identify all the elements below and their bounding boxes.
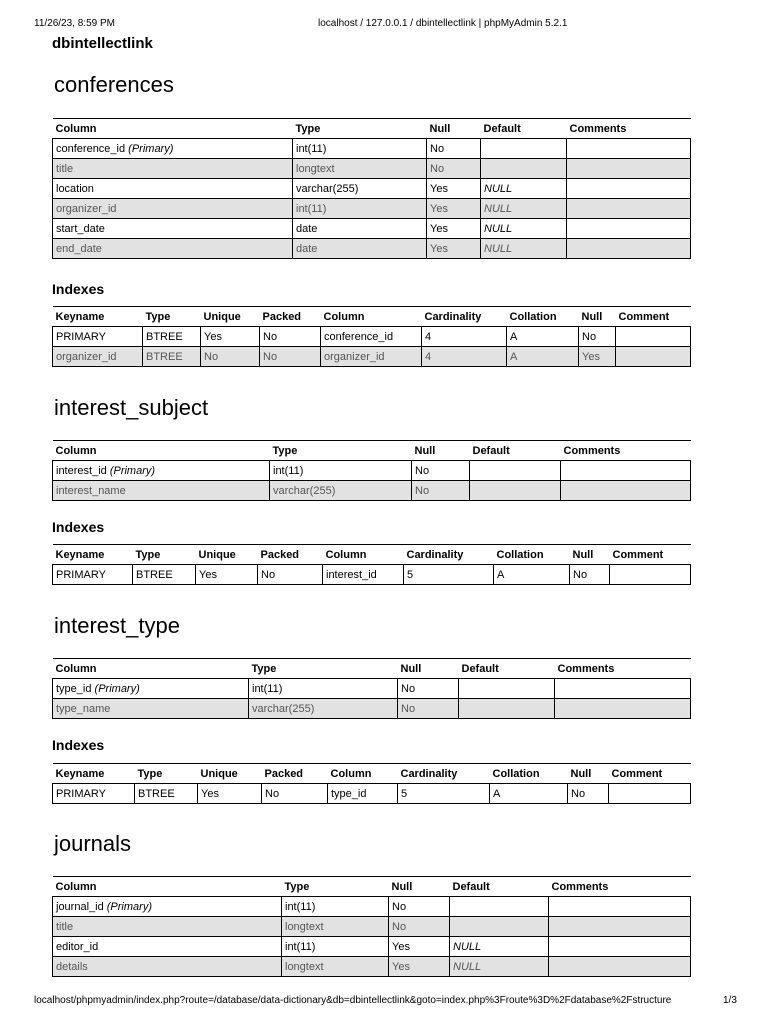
col-header-comments: Comments bbox=[555, 659, 691, 679]
primary-tag: (Primary) bbox=[94, 682, 140, 695]
cell-packed: No bbox=[260, 327, 321, 347]
cell-packed: No bbox=[260, 347, 321, 367]
cell-null: Yes bbox=[389, 957, 450, 977]
table-title-conferences: conferences bbox=[54, 72, 174, 97]
idx-header-collation: Collation bbox=[490, 764, 568, 784]
cell-packed: No bbox=[262, 784, 328, 804]
cell-comments bbox=[567, 139, 691, 159]
primary-tag: (Primary) bbox=[106, 900, 152, 913]
cell-cardinality: 5 bbox=[404, 565, 494, 585]
cell-type: BTREE bbox=[143, 327, 201, 347]
cell-comments bbox=[561, 461, 691, 481]
cell-type: BTREE bbox=[143, 347, 201, 367]
indexes-header-row bbox=[53, 545, 691, 565]
idx-header-null: Null bbox=[579, 307, 616, 327]
cell-null: No bbox=[412, 461, 470, 481]
cell-type: int(11) bbox=[282, 937, 389, 957]
structure-header-row bbox=[53, 877, 691, 897]
table-row bbox=[53, 159, 691, 179]
indexes-heading: Indexes bbox=[52, 737, 105, 753]
cell-null: No bbox=[412, 481, 470, 501]
cell-column: details bbox=[53, 957, 282, 977]
idx-header-column: Column bbox=[323, 545, 404, 565]
cell-null: No bbox=[579, 327, 616, 347]
cell-column: location bbox=[53, 179, 293, 199]
cell-comments bbox=[567, 199, 691, 219]
table-row bbox=[53, 219, 691, 239]
col-header-null: Null bbox=[412, 441, 470, 461]
table-row bbox=[53, 917, 691, 937]
cell-null: No bbox=[389, 917, 450, 937]
print-date: 11/26/23, 8:59 PM bbox=[34, 18, 115, 29]
structure-header-row bbox=[53, 441, 691, 461]
table-row bbox=[53, 179, 691, 199]
table-title-interest-subject: interest_subject bbox=[54, 395, 209, 420]
cell-null: No bbox=[398, 699, 459, 719]
cell-comments bbox=[549, 937, 691, 957]
cell-comment bbox=[616, 347, 691, 367]
cell-column: title bbox=[53, 159, 293, 179]
cell-null: Yes bbox=[427, 199, 481, 219]
cell-keyname: PRIMARY bbox=[53, 565, 133, 585]
cell-unique: Yes bbox=[201, 327, 260, 347]
cell-unique: Yes bbox=[196, 565, 258, 585]
cell-comment bbox=[610, 565, 691, 585]
cell-type: varchar(255) bbox=[293, 179, 427, 199]
cell-cardinality: 5 bbox=[398, 784, 490, 804]
primary-tag: (Primary) bbox=[109, 464, 156, 477]
idx-header-unique: Unique bbox=[201, 307, 260, 327]
cell-keyname: PRIMARY bbox=[53, 327, 143, 347]
idx-header-null: Null bbox=[570, 545, 610, 565]
structure-table-conferences bbox=[52, 118, 691, 259]
cell-default: NULL bbox=[481, 239, 567, 259]
col-header-null: Null bbox=[427, 119, 481, 139]
structure-header-row bbox=[53, 659, 691, 679]
col-header-column: Column bbox=[53, 877, 282, 897]
cell-type: longtext bbox=[282, 917, 389, 937]
cell-comments bbox=[567, 219, 691, 239]
col-header-default: Default bbox=[459, 659, 555, 679]
cell-comments bbox=[555, 679, 691, 699]
col-header-comments: Comments bbox=[567, 119, 691, 139]
idx-header-collation: Collation bbox=[507, 307, 579, 327]
col-header-column: Column bbox=[53, 119, 293, 139]
cell-null: No bbox=[427, 139, 481, 159]
cell-comments bbox=[549, 957, 691, 977]
col-header-column: Column bbox=[53, 659, 249, 679]
cell-column bbox=[53, 461, 270, 481]
cell-type: int(11) bbox=[293, 139, 427, 159]
cell-type: BTREE bbox=[135, 784, 198, 804]
cell-comments bbox=[549, 897, 691, 917]
idx-header-column: Column bbox=[321, 307, 422, 327]
idx-header-comment: Comment bbox=[616, 307, 691, 327]
cell-null: No bbox=[389, 897, 450, 917]
cell-default bbox=[450, 897, 549, 917]
cell-comments bbox=[555, 699, 691, 719]
cell-comment bbox=[609, 784, 691, 804]
structure-table-journals bbox=[52, 876, 691, 977]
idx-header-type: Type bbox=[133, 545, 196, 565]
cell-comments bbox=[561, 481, 691, 501]
cell-column bbox=[53, 139, 293, 159]
table-row bbox=[53, 347, 691, 367]
idx-header-type: Type bbox=[143, 307, 201, 327]
indexes-heading: Indexes bbox=[52, 281, 105, 297]
column-name: conference_id bbox=[56, 142, 126, 155]
table-row bbox=[53, 139, 691, 159]
col-header-type: Type bbox=[293, 119, 427, 139]
cell-cardinality: 4 bbox=[422, 327, 507, 347]
page-number: 1/3 bbox=[723, 995, 737, 1006]
cell-default: NULL bbox=[450, 937, 549, 957]
table-row bbox=[53, 957, 691, 977]
cell-default bbox=[459, 679, 555, 699]
cell-null: Yes bbox=[579, 347, 616, 367]
cell-null: No bbox=[427, 159, 481, 179]
cell-column bbox=[53, 897, 282, 917]
idx-header-null: Null bbox=[568, 764, 609, 784]
cell-type: longtext bbox=[293, 159, 427, 179]
table-row bbox=[53, 565, 691, 585]
cell-cardinality: 4 bbox=[422, 347, 507, 367]
print-title: localhost / 127.0.0.1 / dbintellectlink | phpMyAdmin 5.2.1 bbox=[318, 18, 568, 29]
idx-header-packed: Packed bbox=[262, 764, 328, 784]
table-row bbox=[53, 461, 691, 481]
cell-default bbox=[470, 461, 561, 481]
cell-keyname: PRIMARY bbox=[53, 784, 135, 804]
cell-column: organizer_id bbox=[53, 199, 293, 219]
idx-header-unique: Unique bbox=[198, 764, 262, 784]
table-row bbox=[53, 481, 691, 501]
table-title-interest-type: interest_type bbox=[54, 613, 180, 638]
table-row bbox=[53, 937, 691, 957]
indexes-table-interest-subject bbox=[52, 544, 691, 585]
col-header-type: Type bbox=[270, 441, 412, 461]
cell-default: NULL bbox=[450, 957, 549, 977]
cell-null: Yes bbox=[427, 219, 481, 239]
col-header-type: Type bbox=[282, 877, 389, 897]
indexes-table-conferences bbox=[52, 306, 691, 367]
cell-column: interest_name bbox=[53, 481, 270, 501]
col-header-null: Null bbox=[398, 659, 459, 679]
cell-default: NULL bbox=[481, 179, 567, 199]
cell-column: type_name bbox=[53, 699, 249, 719]
cell-type: int(11) bbox=[270, 461, 412, 481]
cell-unique: Yes bbox=[198, 784, 262, 804]
cell-collation: A bbox=[507, 347, 579, 367]
indexes-header-row bbox=[53, 764, 691, 784]
cell-default bbox=[459, 699, 555, 719]
idx-header-cardinality: Cardinality bbox=[398, 764, 490, 784]
idx-header-packed: Packed bbox=[260, 307, 321, 327]
cell-null: No bbox=[570, 565, 610, 585]
col-header-default: Default bbox=[450, 877, 549, 897]
cell-column bbox=[53, 679, 249, 699]
cell-comment bbox=[616, 327, 691, 347]
print-url: localhost/phpmyadmin/index.php?route=/database/data-dictionary&db=dbintellectlink&goto=index.php%3Froute%3D%2Fdatabase%2Fstructure bbox=[34, 995, 672, 1006]
cell-unique: No bbox=[201, 347, 260, 367]
indexes-header-row bbox=[53, 307, 691, 327]
cell-null: Yes bbox=[427, 179, 481, 199]
cell-type: date bbox=[293, 219, 427, 239]
idx-header-comment: Comment bbox=[610, 545, 691, 565]
idx-header-packed: Packed bbox=[258, 545, 323, 565]
cell-null: No bbox=[398, 679, 459, 699]
cell-default bbox=[481, 139, 567, 159]
cell-type: longtext bbox=[282, 957, 389, 977]
idx-header-keyname: Keyname bbox=[53, 545, 133, 565]
cell-type: BTREE bbox=[133, 565, 196, 585]
col-header-default: Default bbox=[481, 119, 567, 139]
cell-collation: A bbox=[490, 784, 568, 804]
idx-header-comment: Comment bbox=[609, 764, 691, 784]
cell-default bbox=[450, 917, 549, 937]
idx-header-type: Type bbox=[135, 764, 198, 784]
cell-column: title bbox=[53, 917, 282, 937]
structure-header-row bbox=[53, 119, 691, 139]
idx-header-cardinality: Cardinality bbox=[422, 307, 507, 327]
structure-table-interest-type bbox=[52, 658, 691, 719]
cell-comments bbox=[567, 179, 691, 199]
col-header-comments: Comments bbox=[549, 877, 691, 897]
cell-type: int(11) bbox=[249, 679, 398, 699]
idx-header-unique: Unique bbox=[196, 545, 258, 565]
indexes-heading: Indexes bbox=[52, 519, 105, 535]
cell-null: Yes bbox=[389, 937, 450, 957]
column-name: interest_id bbox=[56, 464, 107, 477]
cell-collation: A bbox=[494, 565, 570, 585]
idx-header-column: Column bbox=[328, 764, 398, 784]
cell-column: start_date bbox=[53, 219, 293, 239]
structure-table-interest-subject bbox=[52, 440, 691, 501]
col-header-comments: Comments bbox=[561, 441, 691, 461]
cell-column: interest_id bbox=[323, 565, 404, 585]
cell-default: NULL bbox=[481, 219, 567, 239]
cell-collation: A bbox=[507, 327, 579, 347]
cell-default bbox=[481, 159, 567, 179]
database-name: dbintellectlink bbox=[52, 35, 153, 52]
table-row bbox=[53, 699, 691, 719]
cell-type: date bbox=[293, 239, 427, 259]
cell-column: conference_id bbox=[321, 327, 422, 347]
idx-header-collation: Collation bbox=[494, 545, 570, 565]
col-header-default: Default bbox=[470, 441, 561, 461]
idx-header-keyname: Keyname bbox=[53, 307, 143, 327]
cell-type: int(11) bbox=[293, 199, 427, 219]
table-row bbox=[53, 679, 691, 699]
column-name: type_id bbox=[56, 682, 92, 695]
primary-tag: (Primary) bbox=[128, 142, 174, 155]
cell-null: No bbox=[568, 784, 609, 804]
cell-column: end_date bbox=[53, 239, 293, 259]
cell-default bbox=[470, 481, 561, 501]
column-name: journal_id bbox=[56, 900, 104, 913]
cell-column: editor_id bbox=[53, 937, 282, 957]
cell-column: type_id bbox=[328, 784, 398, 804]
table-title-journals: journals bbox=[54, 831, 132, 856]
cell-comments bbox=[567, 239, 691, 259]
col-header-type: Type bbox=[249, 659, 398, 679]
cell-packed: No bbox=[258, 565, 323, 585]
idx-header-keyname: Keyname bbox=[53, 764, 135, 784]
cell-null: Yes bbox=[427, 239, 481, 259]
col-header-null: Null bbox=[389, 877, 450, 897]
cell-type: varchar(255) bbox=[249, 699, 398, 719]
col-header-column: Column bbox=[53, 441, 270, 461]
cell-column: organizer_id bbox=[321, 347, 422, 367]
cell-keyname: organizer_id bbox=[53, 347, 143, 367]
cell-comments bbox=[567, 159, 691, 179]
idx-header-cardinality: Cardinality bbox=[404, 545, 494, 565]
table-row bbox=[53, 327, 691, 347]
indexes-table-interest-type bbox=[52, 763, 691, 804]
table-row bbox=[53, 897, 691, 917]
cell-type: varchar(255) bbox=[270, 481, 412, 501]
table-row bbox=[53, 784, 691, 804]
table-row bbox=[53, 239, 691, 259]
cell-comments bbox=[549, 917, 691, 937]
cell-default: NULL bbox=[481, 199, 567, 219]
cell-type: int(11) bbox=[282, 897, 389, 917]
table-row bbox=[53, 199, 691, 219]
